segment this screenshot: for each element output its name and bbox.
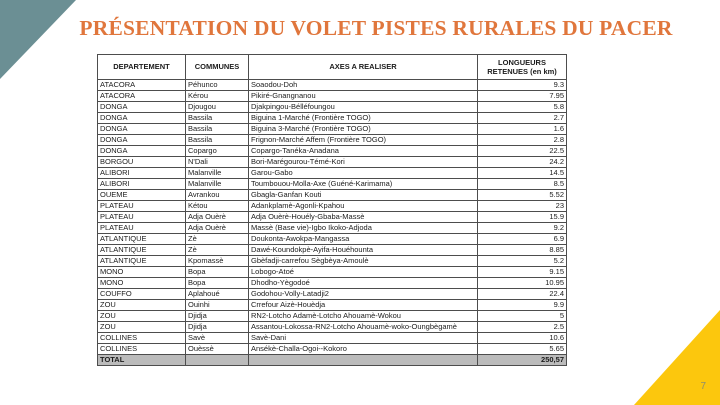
total-value-cell: 250,57 — [478, 355, 567, 366]
longueur-cell: 15.9 — [478, 212, 567, 223]
table-row — [98, 212, 567, 223]
departement-cell: PLATEAU — [98, 201, 186, 212]
commune-cell: Djidja — [186, 311, 249, 322]
table-row — [98, 234, 567, 245]
slide-page-number: 7 — [700, 381, 706, 392]
table-row — [98, 168, 567, 179]
axe-cell: Bori-Marégourou-Témé-Kori — [249, 157, 478, 168]
longueur-cell: 9.3 — [478, 80, 567, 91]
table-row — [98, 344, 567, 355]
table-body — [98, 80, 567, 366]
departement-cell: COLLINES — [98, 344, 186, 355]
commune-cell: Kérou — [186, 91, 249, 102]
departement-cell: ATLANTIQUE — [98, 245, 186, 256]
table-total-row — [98, 355, 567, 366]
axe-cell: Dhodho-Yègodoé — [249, 278, 478, 289]
longueur-cell: 5.65 — [478, 344, 567, 355]
commune-cell: Kpomassè — [186, 256, 249, 267]
commune-cell: Avrankou — [186, 190, 249, 201]
longueur-cell: 5.52 — [478, 190, 567, 201]
longueur-cell: 2.7 — [478, 113, 567, 124]
commune-cell: Djougou — [186, 102, 249, 113]
table-row — [98, 146, 567, 157]
table-row — [98, 102, 567, 113]
commune-cell: Bassila — [186, 113, 249, 124]
axe-cell: Copargo-Tanéka-Anadana — [249, 146, 478, 157]
column-header-departement: DEPARTEMENT — [98, 55, 186, 80]
axe-cell: Djakpingou-Bélléfoungou — [249, 102, 478, 113]
longueur-cell: 22.4 — [478, 289, 567, 300]
longueur-cell: 10.6 — [478, 333, 567, 344]
table-row — [98, 157, 567, 168]
departement-cell: BORGOU — [98, 157, 186, 168]
longueur-cell: 9.9 — [478, 300, 567, 311]
axe-cell: Crrefour Aizè-Houèdja — [249, 300, 478, 311]
departement-cell: ALIBORI — [98, 179, 186, 190]
axe-cell: Gbèfadji-carrefou Sègbèya-Amoulè — [249, 256, 478, 267]
longueur-cell: 22.5 — [478, 146, 567, 157]
axe-cell: Pikiré-Gnangnanou — [249, 91, 478, 102]
longueur-cell: 23 — [478, 201, 567, 212]
longueur-cell: 5 — [478, 311, 567, 322]
longueur-cell: 1.6 — [478, 124, 567, 135]
table-row — [98, 300, 567, 311]
longueur-cell: 24.2 — [478, 157, 567, 168]
axe-cell: Frignon-Marché Affem (Frontière TOGO) — [249, 135, 478, 146]
commune-cell: Aplahoué — [186, 289, 249, 300]
axe-cell: Toumbouou-Molla-Axe (Guéné-Karimama) — [249, 179, 478, 190]
axe-cell: Soaodou-Doh — [249, 80, 478, 91]
axe-cell: Assantou-Lokossa-RN2-Lotcho Ahouamè-woko-Oungbègamè — [249, 322, 478, 333]
departement-cell: COUFFO — [98, 289, 186, 300]
longueur-cell: 9.2 — [478, 223, 567, 234]
commune-cell: Bopa — [186, 267, 249, 278]
departement-cell: ATLANTIQUE — [98, 234, 186, 245]
table-row — [98, 289, 567, 300]
table-row — [98, 113, 567, 124]
axe-cell: Adankplamè-Agonli-Kpahou — [249, 201, 478, 212]
departement-cell: PLATEAU — [98, 223, 186, 234]
table-row — [98, 190, 567, 201]
table-row — [98, 80, 567, 91]
longueur-cell: 5.2 — [478, 256, 567, 267]
longueur-cell: 14.5 — [478, 168, 567, 179]
commune-cell: Bassila — [186, 135, 249, 146]
slide-title: PRÉSENTATION DU VOLET PISTES RURALES DU PACER — [79, 16, 673, 40]
departement-cell: MONO — [98, 278, 186, 289]
departement-cell: ATLANTIQUE — [98, 256, 186, 267]
commune-cell: Djidja — [186, 322, 249, 333]
axe-cell: Lobogo-Atoé — [249, 267, 478, 278]
commune-cell: Péhunco — [186, 80, 249, 91]
commune-cell: Bopa — [186, 278, 249, 289]
axe-cell: Ansékè-Challa-Ogoi--Kokoro — [249, 344, 478, 355]
commune-cell: Ouinhi — [186, 300, 249, 311]
departement-cell: COLLINES — [98, 333, 186, 344]
table-row — [98, 135, 567, 146]
table-row — [98, 278, 567, 289]
table-row — [98, 91, 567, 102]
longueur-cell: 2.8 — [478, 135, 567, 146]
table-row — [98, 256, 567, 267]
total-label-cell: TOTAL — [98, 355, 186, 366]
axe-cell: Gbagla-Ganfan Kouti — [249, 190, 478, 201]
departement-cell: DONGA — [98, 102, 186, 113]
commune-cell: Bassila — [186, 124, 249, 135]
axe-cell: Godohou-Volly-Latadji2 — [249, 289, 478, 300]
commune-cell: Kétou — [186, 201, 249, 212]
departement-cell: MONO — [98, 267, 186, 278]
column-header-communes: COMMUNES — [186, 55, 249, 80]
longueur-cell: 8.85 — [478, 245, 567, 256]
commune-cell: Zè — [186, 245, 249, 256]
axe-cell: Biguina 3-Marché (Frontière TOGO) — [249, 124, 478, 135]
table-row — [98, 179, 567, 190]
axe-cell: Savè-Dani — [249, 333, 478, 344]
departement-cell: DONGA — [98, 124, 186, 135]
table-row — [98, 223, 567, 234]
longueur-cell: 10.95 — [478, 278, 567, 289]
commune-cell: Adja Ouèrè — [186, 212, 249, 223]
total-empty-commune-cell — [186, 355, 249, 366]
axe-cell: Doukonta-Awokpa-Mangassa — [249, 234, 478, 245]
axe-cell: Dawé-Koundokpè-Ayifa-Houéhounta — [249, 245, 478, 256]
column-header-axes: AXES A REALISER — [249, 55, 478, 80]
table-row — [98, 267, 567, 278]
table-header-row — [98, 55, 567, 80]
longueur-cell: 8.5 — [478, 179, 567, 190]
pistes-rurales-table — [97, 54, 567, 366]
departement-cell: DONGA — [98, 135, 186, 146]
departement-cell: ATACORA — [98, 91, 186, 102]
longueur-cell: 6.9 — [478, 234, 567, 245]
departement-cell: PLATEAU — [98, 212, 186, 223]
commune-cell: Copargo — [186, 146, 249, 157]
axe-cell: Biguina 1-Marché (Frontière TOGO) — [249, 113, 478, 124]
commune-cell: Ouèssè — [186, 344, 249, 355]
yellow-corner-decoration — [634, 310, 720, 405]
longueur-cell: 2.5 — [478, 322, 567, 333]
column-header-longueurs: LONGUEURS RETENUES (en km) — [478, 55, 567, 80]
table-row — [98, 333, 567, 344]
table-row — [98, 245, 567, 256]
commune-cell: N'Dali — [186, 157, 249, 168]
commune-cell: Adja Ouèrè — [186, 223, 249, 234]
commune-cell: Zè — [186, 234, 249, 245]
axe-cell: Adja Ouèrè-Houély-Gbaba-Massè — [249, 212, 478, 223]
longueur-cell: 9.15 — [478, 267, 567, 278]
table-row — [98, 124, 567, 135]
longueur-cell: 5.8 — [478, 102, 567, 113]
departement-cell: DONGA — [98, 113, 186, 124]
commune-cell: Malanville — [186, 179, 249, 190]
departement-cell: ZOU — [98, 322, 186, 333]
table-row — [98, 201, 567, 212]
departement-cell: ATACORA — [98, 80, 186, 91]
axe-cell: Massè (Base vie)-Igbo Ikoko-Adjoda — [249, 223, 478, 234]
departement-cell: ALIBORI — [98, 168, 186, 179]
longueur-cell: 7.95 — [478, 91, 567, 102]
axe-cell: Garou-Gabo — [249, 168, 478, 179]
commune-cell: Malanville — [186, 168, 249, 179]
table-row — [98, 311, 567, 322]
table-row — [98, 322, 567, 333]
commune-cell: Savè — [186, 333, 249, 344]
departement-cell: DONGA — [98, 146, 186, 157]
departement-cell: ZOU — [98, 300, 186, 311]
departement-cell: ZOU — [98, 311, 186, 322]
total-empty-axe-cell — [249, 355, 478, 366]
axe-cell: RN2-Lotcho Adamè-Lotcho Ahouamè-Wokou — [249, 311, 478, 322]
departement-cell: OUEME — [98, 190, 186, 201]
